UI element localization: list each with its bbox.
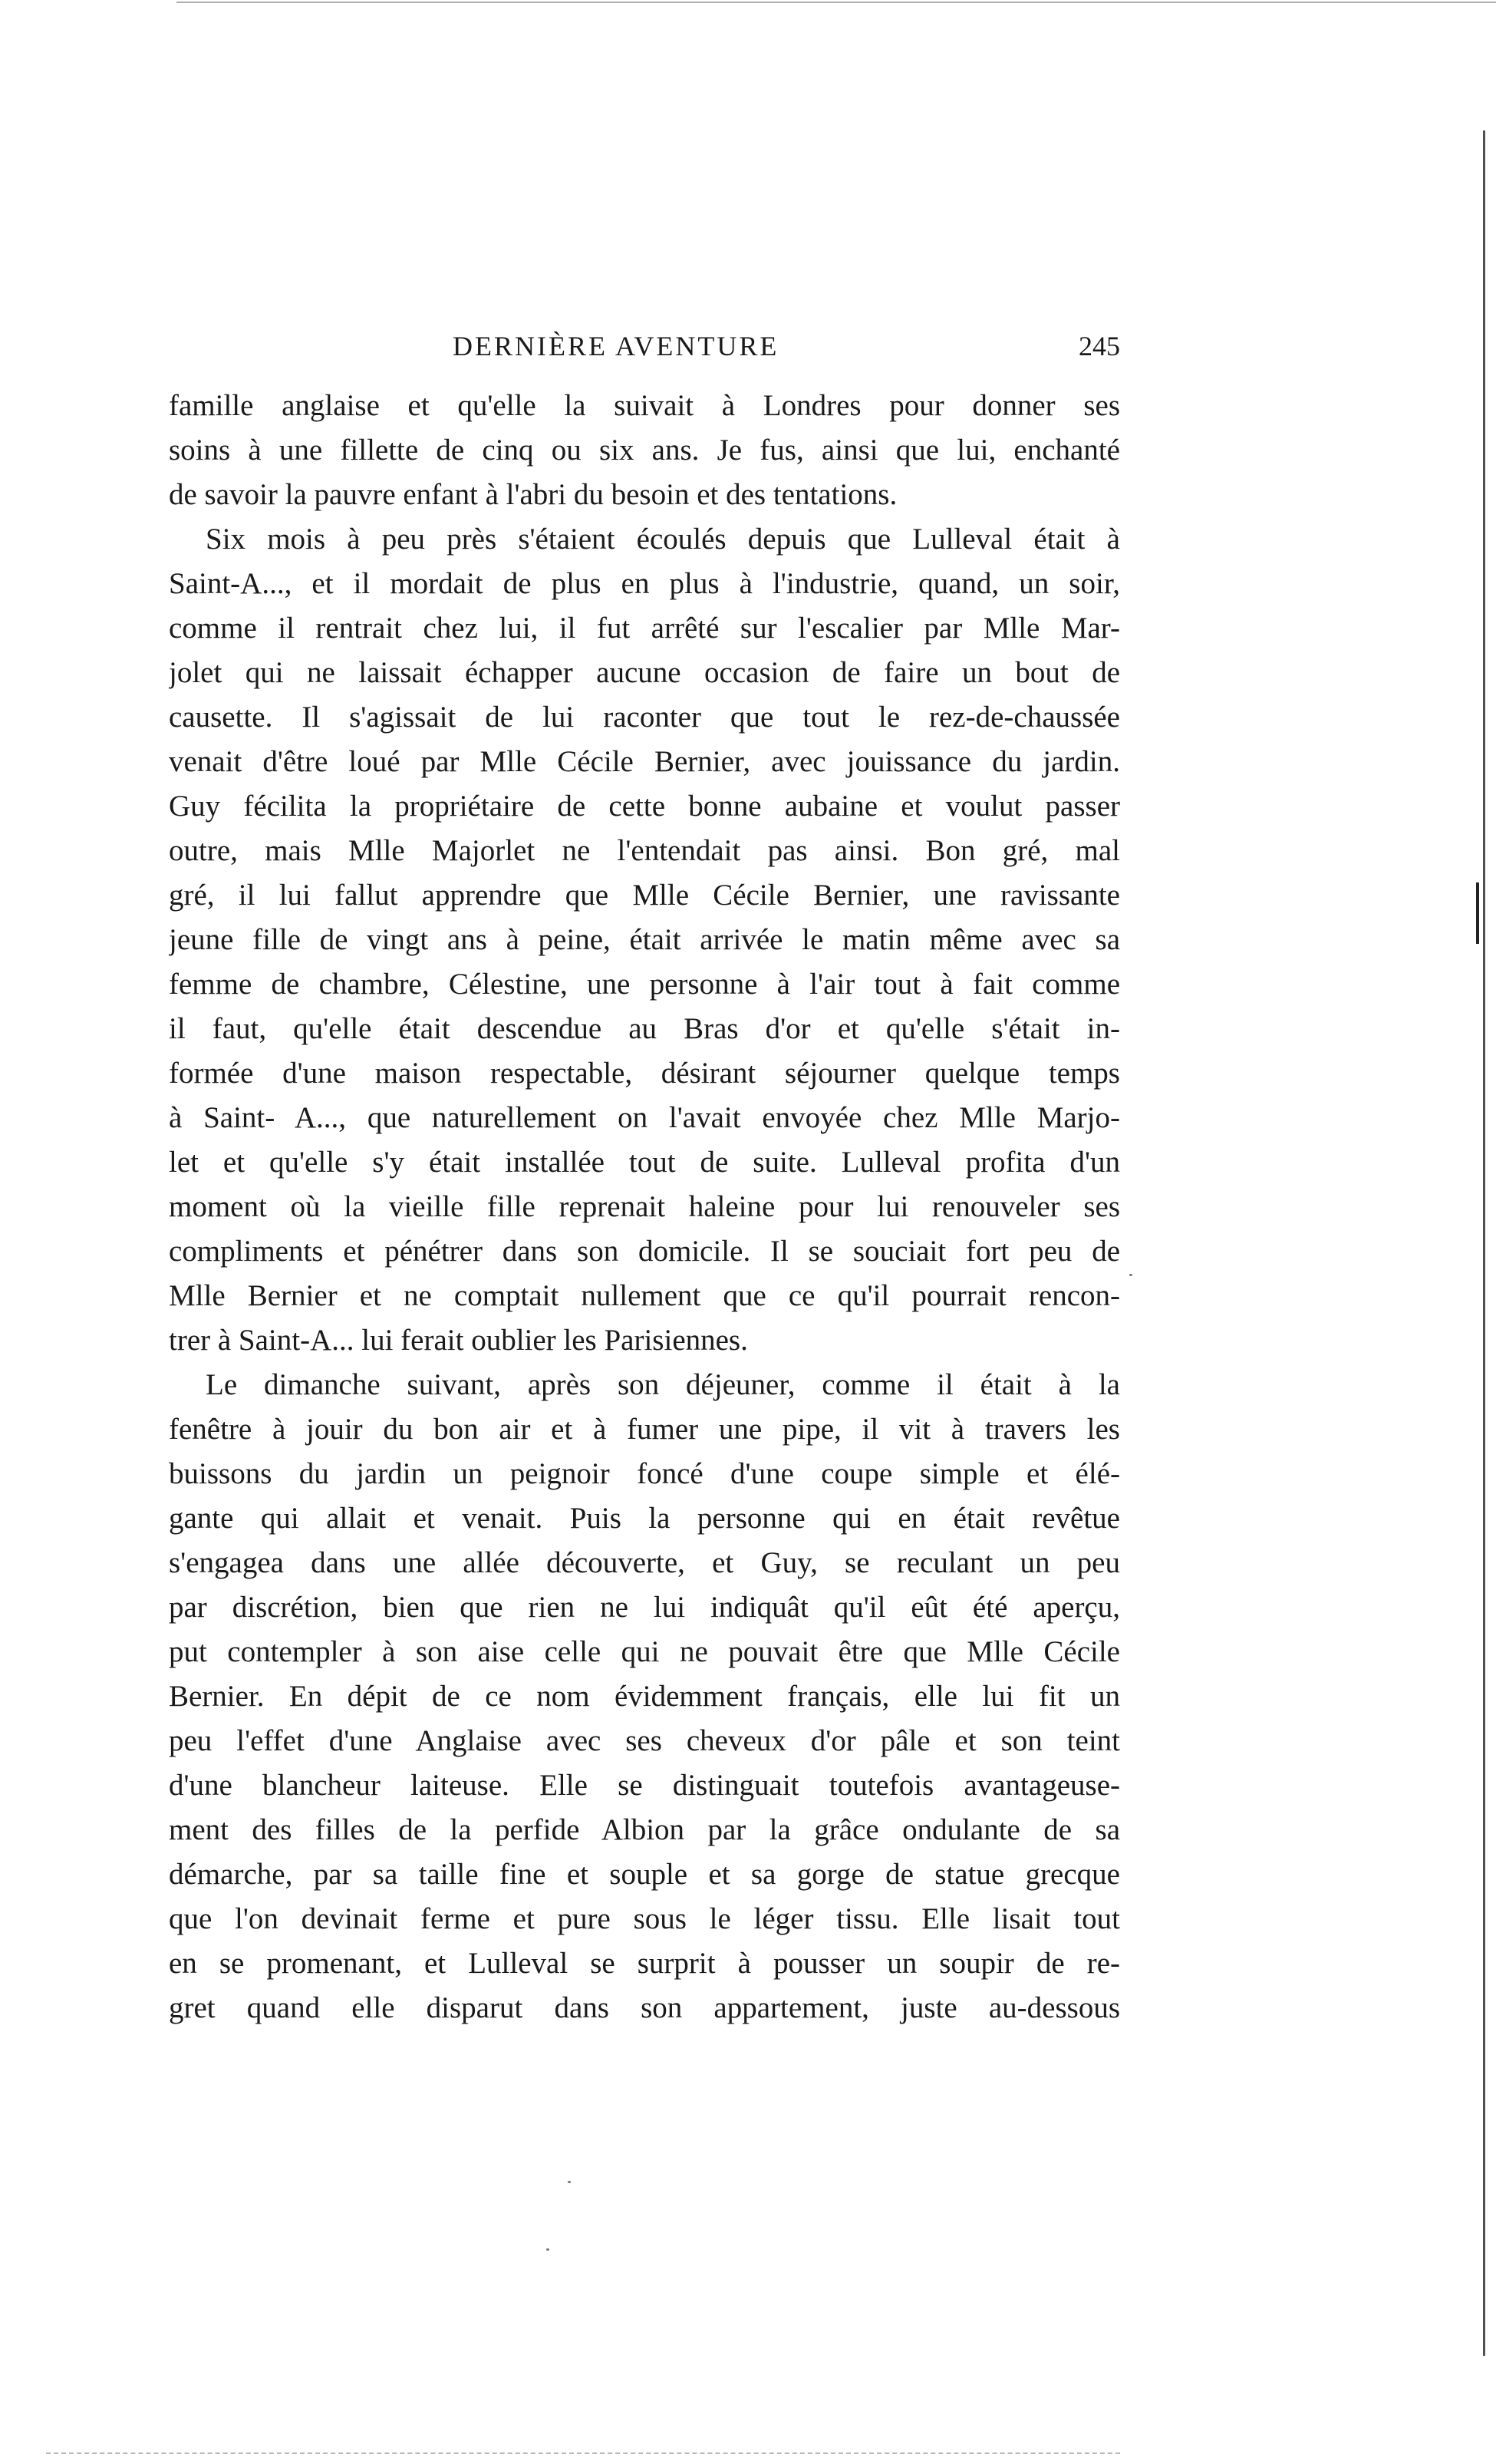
scan-speck xyxy=(1129,1274,1132,1276)
text-line: d'une blancheur laiteuse. Elle se distinguait toutefois avantageuse- xyxy=(169,1769,1120,1802)
text-line: jolet qui ne laissait échapper aucune occasion de faire un bout de xyxy=(169,656,1120,689)
running-title: DERNIÈRE AVENTURE xyxy=(453,331,779,361)
text-line: Saint-A..., et il mordait de plus en plus à l'industrie, quand, un soir, xyxy=(169,567,1120,600)
text-line: Mlle Bernier et ne comptait nullement que ce qu'il pourrait rencon- xyxy=(169,1279,1120,1312)
text-line: put contempler à son aise celle qui ne pouvait être que Mlle Cécile xyxy=(169,1635,1120,1668)
scan-mark-right xyxy=(1476,882,1479,944)
scan-speck xyxy=(568,2181,571,2183)
text-line: il faut, qu'elle était descendue au Bras d'or et qu'elle s'était in- xyxy=(169,1012,1120,1045)
page-header xyxy=(169,330,1120,376)
text-line: outre, mais Mlle Majorlet ne l'entendait pas ainsi. Bon gré, mal xyxy=(169,834,1120,867)
text-line: s'engagea dans une allée découverte, et Guy, se reculant un peu xyxy=(169,1546,1120,1579)
text-line: gré, il lui fallut apprendre que Mlle Cécile Bernier, une ravissante xyxy=(169,879,1120,912)
text-line: Six mois à peu près s'étaient écoulés depuis que Lulleval était à xyxy=(206,523,1120,556)
text-line: démarche, par sa taille fine et souple et sa gorge de statue grecque xyxy=(169,1858,1120,1891)
text-line: par discrétion, bien que rien ne lui indiquât qu'il eût été aperçu, xyxy=(169,1591,1120,1624)
text-line: jeune fille de vingt ans à peine, était arrivée le matin même avec sa xyxy=(169,923,1120,956)
text-line: formée d'une maison respectable, désirant séjourner quelque temps xyxy=(169,1057,1120,1090)
scan-border-top xyxy=(176,2,1496,3)
scan-border-bottom xyxy=(46,2452,1120,2454)
text-line: peu l'effet d'une Anglaise avec ses cheveux d'or pâle et son teint xyxy=(169,1724,1120,1757)
text-line: soins à une fillette de cinq ou six ans. Je fus, ainsi que lui, enchanté xyxy=(169,434,1120,467)
text-line: femme de chambre, Célestine, une personne à l'air tout à fait comme xyxy=(169,968,1120,1001)
text-line: let et qu'elle s'y était installée tout de suite. Lulleval profita d'un xyxy=(169,1146,1120,1179)
text-line: trer à Saint-A... lui ferait oublier les Parisiennes. xyxy=(169,1324,748,1357)
text-line: en se promenant, et Lulleval se surprit à pousser un soupir de re- xyxy=(169,1947,1120,1980)
text-line: buissons du jardin un peignoir foncé d'une coupe simple et élé- xyxy=(169,1457,1120,1490)
text-line: Guy fécilita la propriétaire de cette bonne aubaine et voulut passer xyxy=(169,790,1120,823)
text-line: causette. Il s'agissait de lui raconter que tout le rez-de-chaussée xyxy=(169,701,1120,734)
text-line: Bernier. En dépit de ce nom évidemment français, elle lui fit un xyxy=(169,1680,1120,1713)
text-line: venait d'être loué par Mlle Cécile Bernier, avec jouissance du jardin. xyxy=(169,745,1120,778)
text-line: comme il rentrait chez lui, il fut arrêté sur l'escalier par Mlle Mar- xyxy=(169,612,1120,645)
text-line: famille anglaise et qu'elle la suivait à Londres pour donner ses xyxy=(169,389,1120,422)
text-line: ment des filles de la perfide Albion par la grâce ondulante de sa xyxy=(169,1813,1120,1846)
scan-border-right xyxy=(1483,130,1485,2356)
text-line: de savoir la pauvre enfant à l'abri du besoin et des tentations. xyxy=(169,478,898,511)
scan-speck xyxy=(546,2248,549,2251)
text-line: Le dimanche suivant, après son déjeuner, comme il était à la xyxy=(206,1368,1120,1401)
text-line: que l'on devinait ferme et pure sous le léger tissu. Elle lisait tout xyxy=(169,1902,1120,1935)
text-line: compliments et pénétrer dans son domicile. Il se souciait fort peu de xyxy=(169,1235,1120,1268)
body-text xyxy=(169,384,1120,2030)
text-line: moment où la vieille fille reprenait haleine pour lui renouveler ses xyxy=(169,1190,1120,1223)
text-line: gret quand elle disparut dans son appartement, juste au-dessous xyxy=(169,1991,1120,2024)
page-number: 245 xyxy=(1079,331,1120,361)
text-line: à Saint- A..., que naturellement on l'avait envoyée chez Mlle Marjo- xyxy=(169,1101,1120,1134)
text-line: fenêtre à jouir du bon air et à fumer une pipe, il vit à travers les xyxy=(169,1413,1120,1446)
text-line: gante qui allait et venait. Puis la personne qui en était revêtue xyxy=(169,1502,1120,1535)
